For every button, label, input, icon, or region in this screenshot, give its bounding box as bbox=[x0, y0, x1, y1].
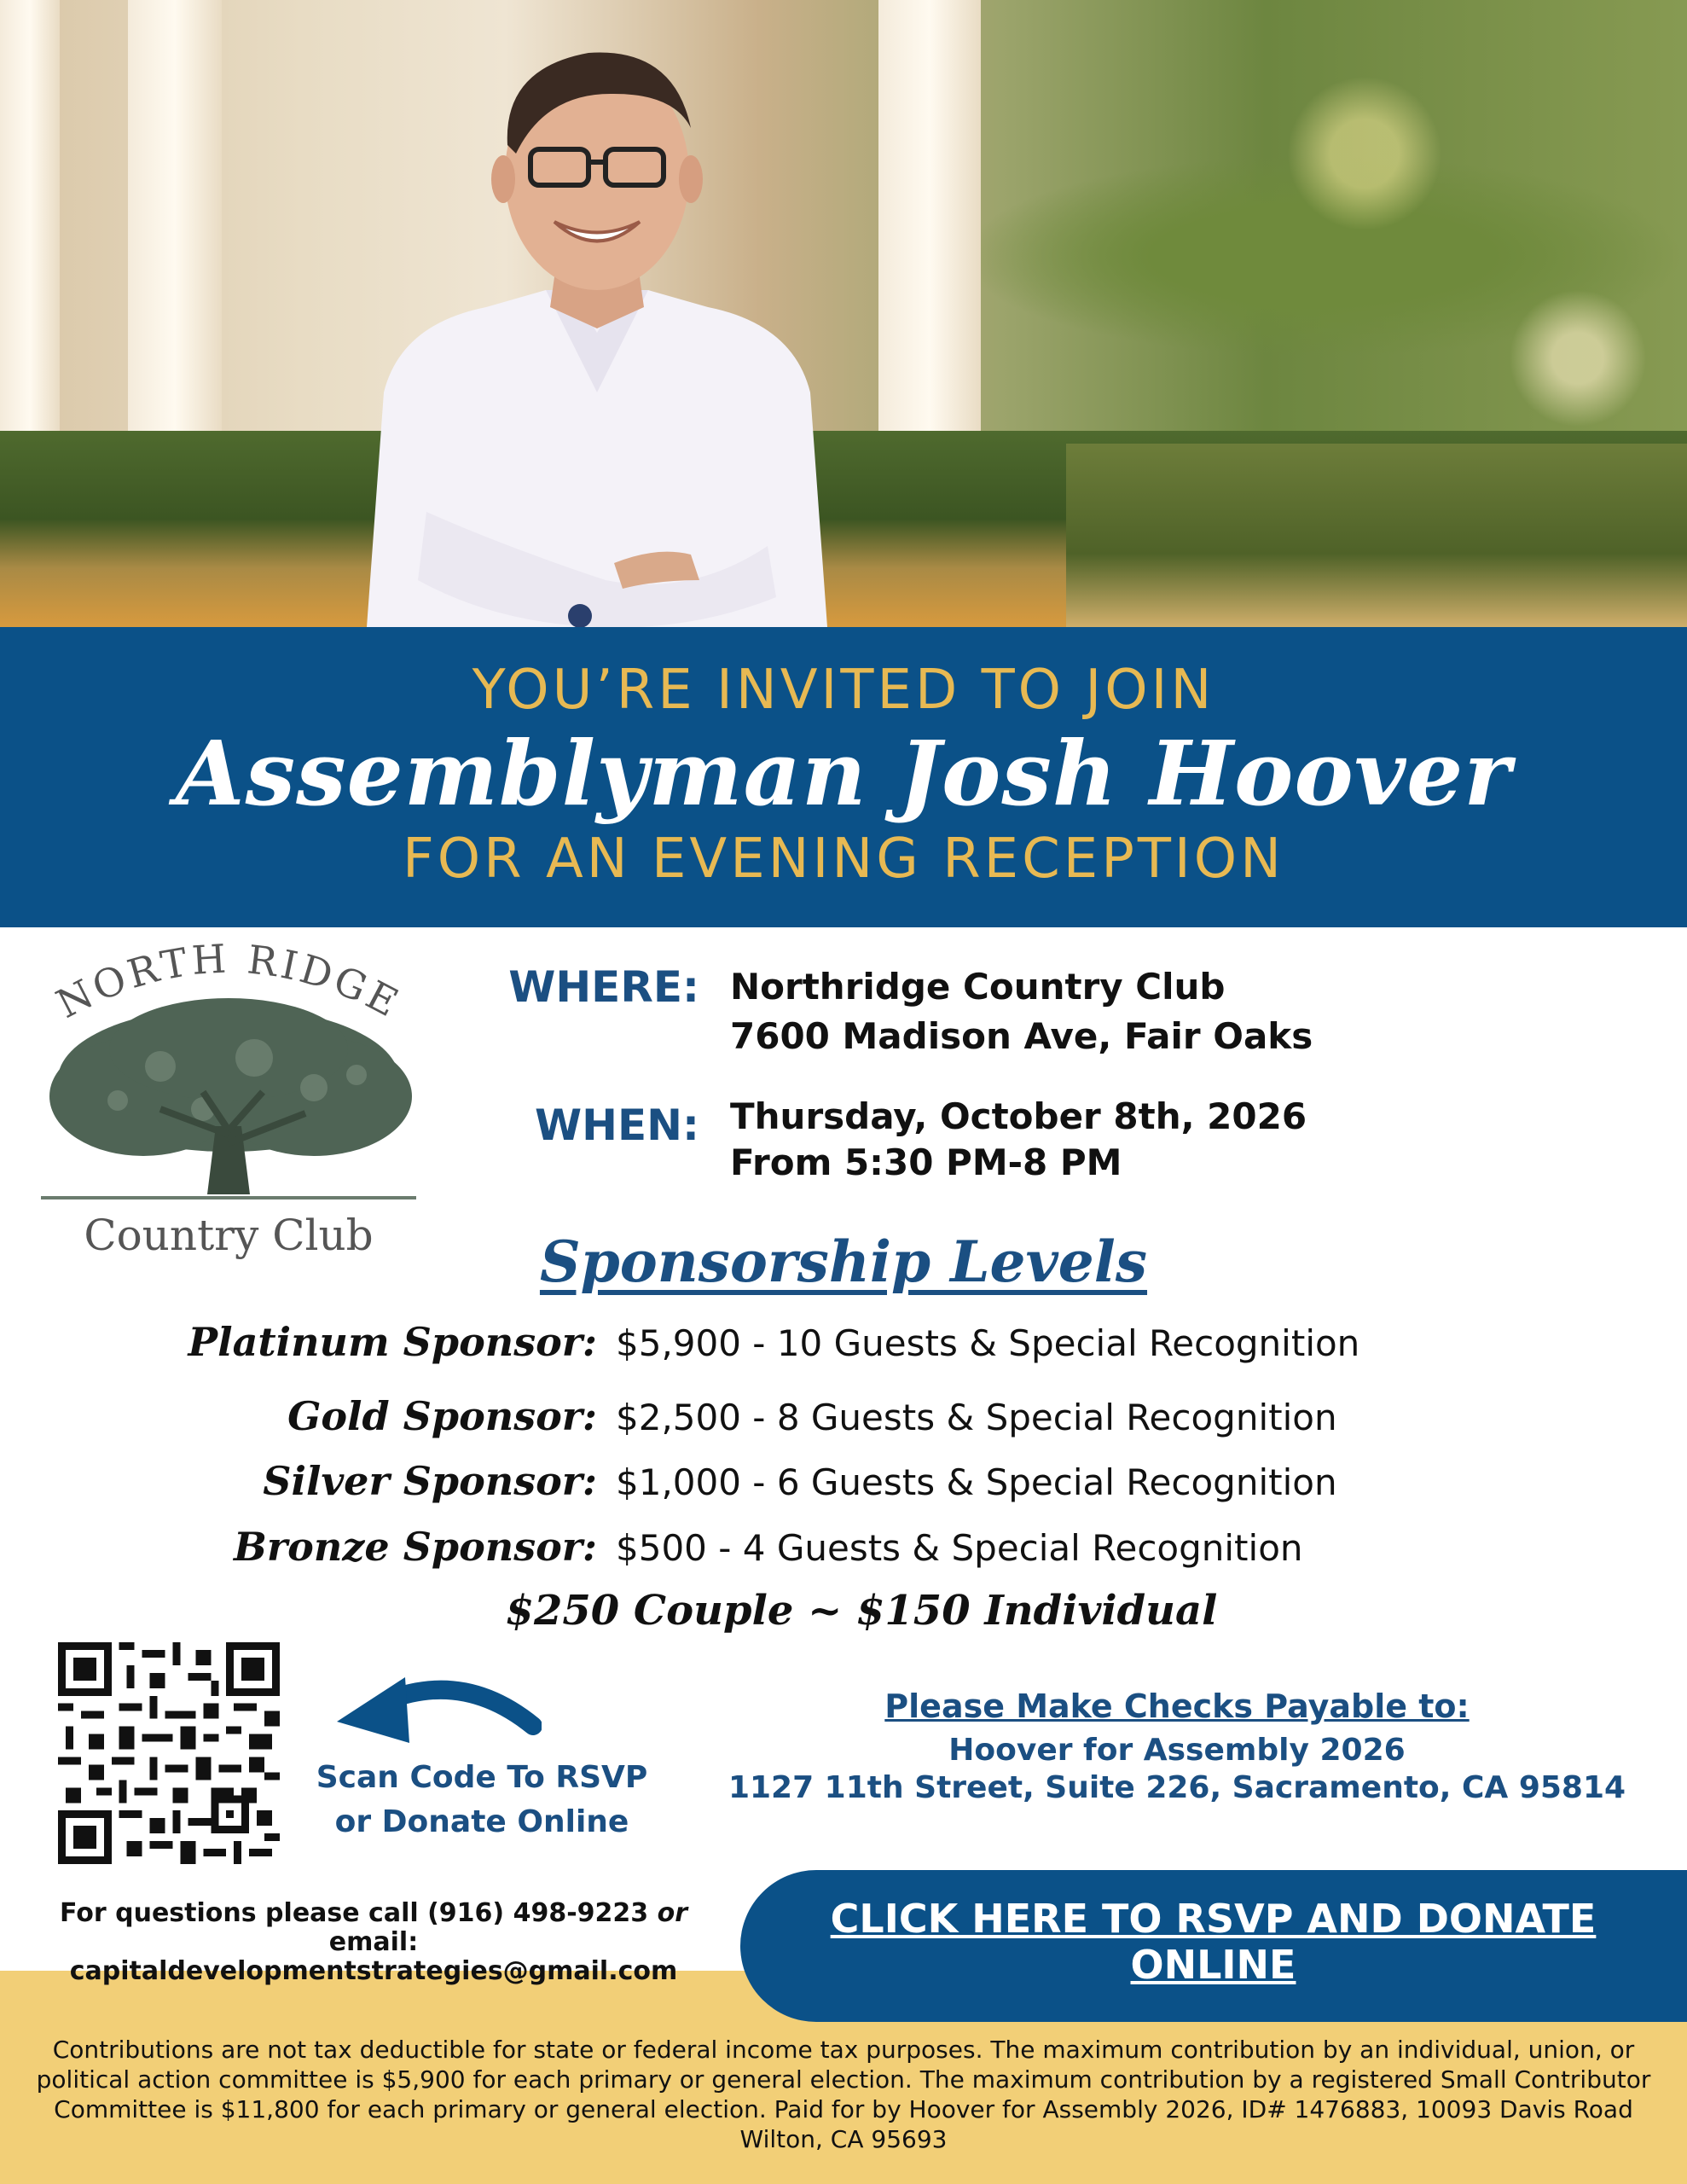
hedge-decoration bbox=[1066, 444, 1687, 627]
candidate-name: Assemblyman Josh Hoover bbox=[175, 721, 1512, 826]
curved-arrow-icon bbox=[328, 1662, 542, 1756]
tier-name: Platinum Sponsor: bbox=[188, 1319, 597, 1365]
tier-detail: $1,000 - 6 Guests & Special Recognition bbox=[616, 1461, 1337, 1503]
contact-email[interactable]: capitaldevelopmentstrategies@gmail.com bbox=[69, 1956, 678, 1986]
tier-detail: $500 - 4 Guests & Special Recognition bbox=[616, 1527, 1303, 1569]
where-line2: 7600 Madison Ave, Fair Oaks bbox=[730, 1015, 1313, 1057]
cta-line1[interactable]: CLICK HERE TO RSVP AND DONATE bbox=[830, 1896, 1597, 1942]
candidate-portrait bbox=[333, 34, 861, 627]
svg-text:NORTH RIDGE: NORTH RIDGE bbox=[49, 935, 409, 1027]
sponsorship-title: Sponsorship Levels bbox=[539, 1228, 1148, 1295]
reception-line: FOR AN EVENING RECEPTION bbox=[402, 828, 1285, 891]
checks-payee-block bbox=[725, 1732, 1629, 1807]
legal-disclaimer: Contributions are not tax deductible for state or federal income tax purposes. The maximum contribution by an individual, union, or political action committee is $5,900 for each primary or general election. The maximum contribution by a registered Small Contributor Committee is $11,800 for each primary or general election. Paid for by Hoover for Assembly 2026, ID# 1476883, 10093 Davis Road Wilton, CA 95693 bbox=[36, 2036, 1651, 2153]
tier-detail: $5,900 - 10 Guests & Special Recognition bbox=[616, 1322, 1360, 1364]
where-line1: Northridge Country Club bbox=[730, 966, 1226, 1008]
when-label: WHEN: bbox=[535, 1101, 699, 1150]
when-line2: From 5:30 PM-8 PM bbox=[730, 1141, 1122, 1183]
tier-name: Gold Sponsor: bbox=[287, 1393, 597, 1439]
country-club-logo bbox=[32, 930, 425, 1271]
column-decoration bbox=[878, 0, 981, 444]
contact-phone-line: For questions please call (916) 498-9223 or email: bbox=[60, 1898, 687, 1957]
when-line1: Thursday, October 8th, 2026 bbox=[730, 1095, 1307, 1137]
tier-detail: $2,500 - 8 Guests & Special Recognition bbox=[616, 1397, 1337, 1438]
hero-photo bbox=[0, 0, 1687, 627]
checks-address: 1127 11th Street, Suite 226, Sacramento, CA 95814 bbox=[728, 1770, 1626, 1805]
scan-line2: or Donate Online bbox=[334, 1804, 629, 1839]
scan-line1: Scan Code To RSVP bbox=[316, 1760, 648, 1795]
cta-line2[interactable]: ONLINE bbox=[1130, 1942, 1296, 1988]
tier-name: Silver Sponsor: bbox=[263, 1458, 597, 1504]
tier-name: Bronze Sponsor: bbox=[234, 1524, 597, 1570]
invited-line: YOU’RE INVITED TO JOIN bbox=[472, 659, 1215, 722]
rsvp-qr-code[interactable] bbox=[58, 1642, 280, 1864]
checks-payee: Hoover for Assembly 2026 bbox=[948, 1733, 1406, 1768]
where-label: WHERE: bbox=[508, 962, 699, 1012]
rsvp-donate-link[interactable] bbox=[751, 1896, 1676, 1988]
couple-individual-price: $250 Couple ~ $150 Individual bbox=[505, 1587, 1218, 1635]
svg-text:Country Club: Country Club bbox=[84, 1211, 374, 1260]
scan-instructions bbox=[294, 1756, 670, 1844]
contact-info bbox=[15, 1899, 732, 1986]
checks-heading: Please Make Checks Payable to: bbox=[884, 1687, 1470, 1725]
